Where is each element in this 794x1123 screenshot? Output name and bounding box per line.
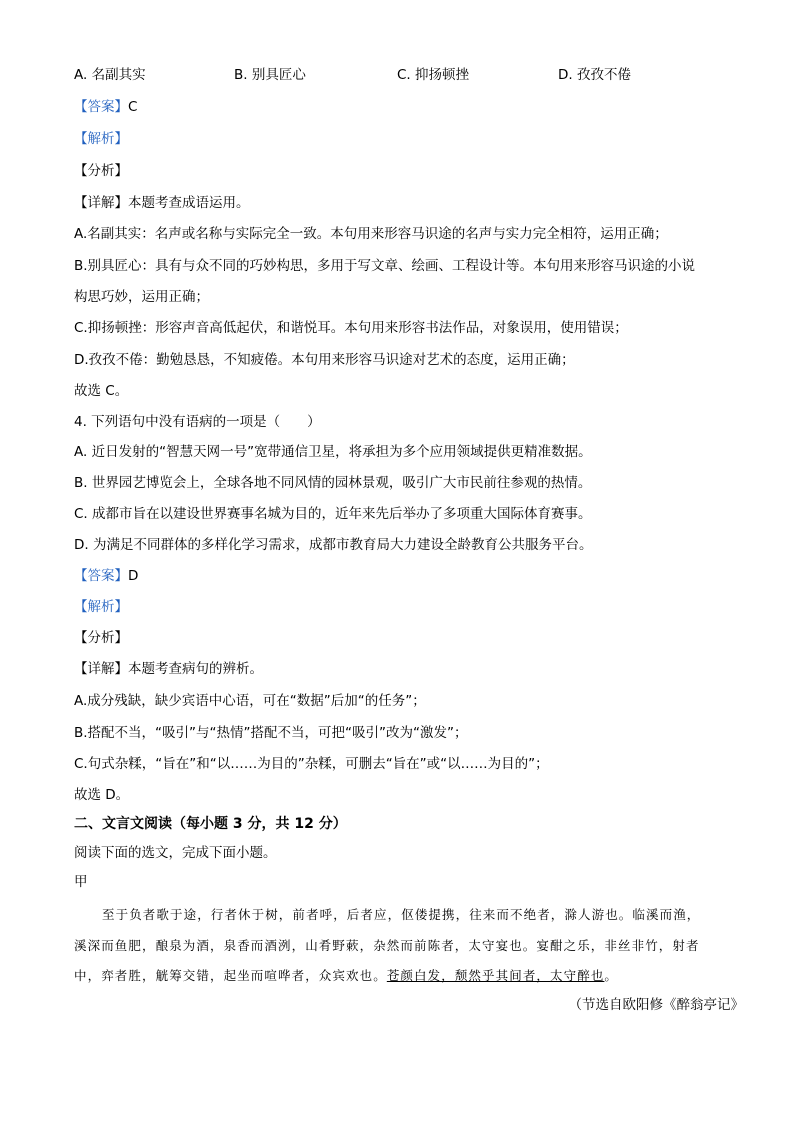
passage-jia-label: 甲 <box>74 874 88 890</box>
passage-line-3-end: 。 <box>604 968 619 983</box>
section2-instruction: 阅读下面的选文，完成下面小题。 <box>74 845 277 861</box>
q4-stem: 4. 下列语句中没有语病的一项是（ ） <box>74 414 321 430</box>
q4-conclusion: 故选 D。 <box>74 787 130 803</box>
q4-fenxi-label: 【分析】 <box>74 630 128 646</box>
q4-option-b: B. 世界园艺博览会上，全球各地不同风情的园林景观，吸引广大市民前往参观的热情。 <box>74 475 592 491</box>
q4-option-c: C. 成都市旨在以建设世界赛事名城为目的，近年来先后举办了多项重大国际体育赛事。 <box>74 506 592 522</box>
passage-source: （节选自欧阳修《醉翁亭记》 <box>568 997 744 1013</box>
q4-line-a: A.成分残缺，缺少宾语中心语，可在“数据”后加“的任务”； <box>74 693 426 709</box>
passage-line-3-plain: 中，弈者胜，觥筹交错，起坐而喧哗者，众宾欢也。 <box>74 968 387 983</box>
passage-line-3 <box>74 967 724 985</box>
q4-answer-label: 【答案】 <box>74 568 128 584</box>
q3-option-d: D. 孜孜不倦 <box>558 67 631 83</box>
q4-option-a: A. 近日发射的“智慧天网一号”宽带通信卫星，将承担为多个应用领域提供更精准数据。 <box>74 444 592 460</box>
q4-analysis-label: 【解析】 <box>74 599 128 615</box>
q3-answer-label: 【答案】 <box>74 99 128 115</box>
q3-line-b1: B.别具匠心：具有与众不同的巧妙构思，多用于写文章、绘画、工程设计等。本句用来形容马识途的小说 <box>74 258 696 274</box>
q4-answer-value: D <box>128 568 139 584</box>
q3-analysis-label: 【解析】 <box>74 131 128 147</box>
section2-title: 二、文言文阅读（每小题 3 分，共 12 分） <box>74 816 347 832</box>
q3-line-b2: 构思巧妙，运用正确； <box>74 289 209 305</box>
q4-option-d: D. 为满足不同群体的多样化学习需求，成都市教育局大力建设全龄教育公共服务平台。 <box>74 537 593 553</box>
passage-line-1: 至于负者歌于途，行者休于树，前者呼，后者应，伛偻提携，往来而不绝者，滁人游也。临溪而渔， <box>102 907 701 922</box>
q4-line-c: C.句式杂糅，“旨在”和“以……为目的”杂糅，可删去“旨在”或“以……为目的”； <box>74 756 549 772</box>
q3-answer <box>74 98 137 116</box>
q3-option-a: A. 名副其实 <box>74 67 146 83</box>
q3-option-b: B. 别具匠心 <box>234 67 306 83</box>
q4-detail <box>74 660 263 678</box>
q3-detail <box>74 194 250 212</box>
passage-line-2: 溪深而鱼肥，酿泉为酒，泉香而酒洌，山肴野蔌，杂然而前陈者，太守宴也。宴酣之乐，非丝非竹，射者 <box>74 938 700 953</box>
q3-detail-text: 本题考查成语运用。 <box>128 195 250 211</box>
q3-answer-value: C <box>128 99 138 115</box>
q3-option-c: C. 抑扬顿挫 <box>397 67 470 83</box>
q3-line-a: A.名副其实：名声或名称与实际完全一致。本句用来形容马识途的名声与实力完全相符，运用正确； <box>74 226 668 242</box>
q3-conclusion: 故选 C。 <box>74 383 129 399</box>
passage-underlined-sentence: 苍颜白发，颓然乎其间者，太守醉也 <box>386 968 605 983</box>
q3-detail-label: 【详解】 <box>74 195 128 211</box>
q3-fenxi-label: 【分析】 <box>74 163 128 179</box>
q3-line-c: C.抑扬顿挫：形容声音高低起伏，和谐悦耳。本句用来形容书法作品，对象误用，使用错误； <box>74 320 628 336</box>
q4-detail-text: 本题考查病句的辨析。 <box>128 661 263 677</box>
q4-line-b: B.搭配不当，“吸引”与“热情”搭配不当，可把“吸引”改为“激发”； <box>74 725 468 741</box>
q3-line-d: D.孜孜不倦：勤勉恳恳，不知疲倦。本句用来形容马识途对艺术的态度，运用正确； <box>74 352 575 368</box>
q4-detail-label: 【详解】 <box>74 661 128 677</box>
q4-answer <box>74 567 138 585</box>
